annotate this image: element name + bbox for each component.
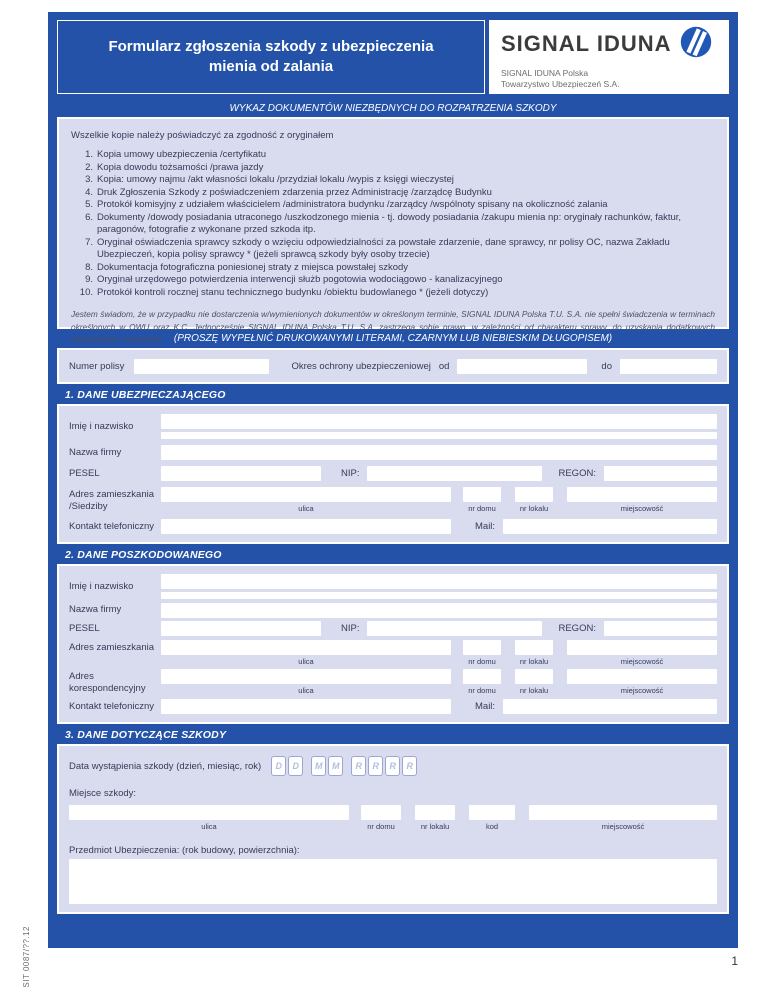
s1-name-field[interactable]	[161, 414, 717, 429]
form-title-line2: mienia od zalania	[208, 58, 334, 75]
s1-regon-field[interactable]	[604, 466, 717, 481]
s1-street-sublabel: ulica	[298, 504, 314, 513]
s1-phone-field[interactable]	[161, 519, 451, 534]
s1-street-field[interactable]	[161, 487, 451, 502]
s2-name-field-line2[interactable]	[161, 592, 717, 599]
s2-residence-house-sublabel: nr domu	[468, 656, 496, 666]
s2-residence-street-sublabel: ulica	[298, 656, 314, 666]
document-item-6: Dokumenty /dowody posiadania utraconego /uszkodzonego mienia - tj. dowody posiadania /zakupu mienia np: oryginały rachunków, faktur, paragonów, fotografie z wykonane przed szkoda itp.	[97, 211, 682, 236]
s3-street-sublabel: ulica	[201, 822, 217, 831]
header	[57, 20, 729, 94]
s3-date-year3[interactable]: R	[385, 756, 400, 776]
section1-body	[57, 404, 729, 544]
section3-title: 3. DANE DOTYCZĄCE SZKODY	[65, 729, 227, 741]
s3-city-sublabel: miejscowość	[601, 822, 645, 831]
s1-city-field[interactable]	[567, 487, 717, 502]
s1-nip-label: NIP:	[341, 468, 360, 479]
s3-postal-sublabel: kod	[485, 822, 499, 831]
s3-subject-label: Przedmiot Ubezpieczenia: (rok budowy, powierzchnia):	[69, 845, 300, 856]
s2-name-label: Imię i nazwisko	[69, 580, 134, 592]
s2-mail-field[interactable]	[503, 699, 717, 714]
s3-postal-field[interactable]	[469, 805, 515, 820]
s2-residence-house-field[interactable]	[463, 640, 501, 655]
s3-city-field[interactable]	[529, 805, 717, 820]
form-title-line1: Formularz zgłoszenia szkody z ubezpieczenia	[108, 37, 434, 55]
s1-unit-field[interactable]	[515, 487, 553, 502]
document-item-3: Kopia: umowy najmu /akt własności lokalu /przydział lokalu /wypis z księgi wieczystej	[97, 174, 454, 186]
s3-place-label: Miejsce szkody:	[69, 788, 137, 799]
s2-pesel-field[interactable]	[161, 621, 321, 636]
s1-company-label: Nazwa firmy	[69, 446, 122, 458]
s2-corr-street-sublabel: ulica	[298, 686, 314, 696]
s2-pesel-label: PESEL	[69, 622, 100, 634]
s1-company-field[interactable]	[161, 445, 717, 460]
s2-correspondence-label: Adres korespondencyjny	[69, 671, 146, 695]
form-code: SIT 0087/??.12	[22, 926, 31, 988]
document-item-8: Dokumentacja fotograficzna poniesionej straty z miejsca powstałej szkody	[97, 261, 409, 273]
s1-mail-label: Mail:	[475, 521, 496, 532]
s3-date-day2[interactable]: D	[288, 756, 303, 776]
documents-list	[71, 149, 715, 299]
s2-nip-label: NIP:	[341, 623, 360, 635]
s3-unit-field[interactable]	[415, 805, 455, 820]
s1-pesel-field[interactable]	[161, 466, 321, 481]
section2-title: 2. DANE POSZKODOWANEGO	[65, 549, 222, 561]
s2-corr-unit-sublabel: nr lokalu	[519, 686, 549, 696]
s3-date-month1[interactable]: M	[311, 756, 326, 776]
s2-corr-street-field[interactable]	[161, 669, 451, 684]
brand-box	[489, 20, 729, 94]
document-item-10: Protokół kontroli rocznej stanu technicznego budynku /obiektu budowlanego * (jeżeli dotyczy)	[97, 286, 489, 298]
s1-city-sublabel: miejscowość	[620, 504, 664, 513]
documents-disclaimer: Jestem świadom, że w przypadku nie dostarczenia w/wymienionych dokumentów w określonym terminie, SIGNAL IDUNA Polska T.U. S.A. nie spełni świadczenia w terminach określonych w OWU oraz K.C. Jednocześnie SIGNAL IDUNA Polska T.U. S.A. zastrzega sobie prawo, w zależności od charakteru sprawy, do uzyskania dodatkowych dokumentów i wyjaśnień.	[71, 309, 715, 345]
s2-corr-house-field[interactable]	[463, 669, 501, 684]
period-to-label: do	[601, 360, 612, 372]
policy-strip	[57, 348, 729, 384]
s3-house-sublabel: nr domu	[367, 822, 395, 831]
brand-subtitle-1: SIGNAL IDUNA Polska	[501, 67, 589, 78]
s2-residence-label: Adres zamieszkania	[69, 641, 155, 653]
s3-date-month2[interactable]: M	[328, 756, 343, 776]
section2-body	[57, 564, 729, 724]
s1-house-sublabel: nr domu	[468, 504, 496, 513]
s2-residence-street-field[interactable]	[161, 640, 451, 655]
s3-street-field[interactable]	[69, 805, 349, 820]
s2-residence-unit-field[interactable]	[515, 640, 553, 655]
s2-mail-label: Mail:	[475, 700, 496, 712]
documents-intro: Wszelkie kopie należy poświadczyć za zgodność z oryginałem	[71, 130, 334, 141]
fill-instruction-bar: (PROSZĘ WYPEŁNIĆ DRUKOWANYMI LITERAMI, CZARNYM LUB NIEBIESKIM DŁUGOPISEM)	[173, 332, 613, 344]
signal-iduna-logo-icon	[680, 26, 712, 63]
s2-residence-city-field[interactable]	[567, 640, 717, 655]
document-item-5: Protokół komisyjny z udziałem właścicielem /administratora budynku /zarządcy /wspólnoty spisany na okoliczność zalania	[97, 199, 608, 211]
page-number: 1	[731, 954, 738, 968]
section1-title: 1. DANE UBEZPIECZAJĄCEGO	[65, 389, 226, 401]
s2-regon-label: REGON:	[558, 623, 596, 635]
s2-phone-label: Kontakt telefoniczny	[69, 700, 155, 712]
s3-date-year4[interactable]: R	[402, 756, 417, 776]
s2-name-field[interactable]	[161, 574, 717, 589]
section3-body	[57, 744, 729, 914]
s3-date-year2[interactable]: R	[368, 756, 383, 776]
s2-phone-field[interactable]	[161, 699, 451, 714]
s1-unit-sublabel: nr lokalu	[519, 504, 549, 513]
s3-date-day1[interactable]: D	[271, 756, 286, 776]
s2-nip-field[interactable]	[367, 621, 542, 636]
period-from-label: od	[438, 360, 450, 372]
s3-date-boxes	[271, 756, 419, 776]
s3-date-year1[interactable]: R	[351, 756, 366, 776]
s3-house-field[interactable]	[361, 805, 401, 820]
document-item-7: Oryginał oświadczenia sprawcy szkody o wzięciu odpowiedzialności za powstałe zdarzenie, dane sprawcy, nr polisy OC, nazwa Zakładu Ubezpieczeń, kopia polisy sprawcy * (jeżeli sprawcą szkody były osoby trzecie)	[97, 236, 670, 261]
s1-name-field-line2[interactable]	[161, 432, 717, 439]
documents-bar-title: WYKAZ DOKUMENTÓW NIEZBĘDNYCH DO ROZPATRZENIA SZKODY	[229, 102, 557, 114]
s2-regon-field[interactable]	[604, 621, 717, 636]
document-item-1: Kopia umowy ubezpieczenia /certyfikatu	[97, 149, 266, 160]
s2-corr-city-sublabel: miejscowość	[620, 686, 664, 696]
form-frame	[48, 12, 738, 948]
period-to-field[interactable]	[620, 359, 717, 374]
s1-pesel-label: PESEL	[69, 467, 100, 479]
s2-corr-city-field[interactable]	[567, 669, 717, 684]
s1-regon-label: REGON:	[558, 468, 596, 479]
s3-subject-textarea[interactable]	[69, 859, 717, 904]
s2-residence-unit-sublabel: nr lokalu	[519, 656, 549, 666]
brand-subtitle-2: Towarzystwo Ubezpieczeń S.A.	[501, 79, 620, 89]
s1-house-field[interactable]	[463, 487, 501, 502]
s1-phone-label: Kontakt telefoniczny	[69, 520, 155, 532]
s1-name-label: Imię i nazwisko	[69, 420, 134, 432]
form-title	[57, 20, 485, 94]
policy-number-field[interactable]	[134, 359, 269, 374]
document-item-4: Druk Zgłoszenia Szkody z poświadczeniem zdarzenia przez Administrację /zarządcę Budynku	[97, 186, 492, 198]
s1-address-label: Adres zamieszkania /Siedziby	[69, 489, 155, 512]
s3-date-label: Data wystąpienia szkody (dzień, miesiąc, rok)	[69, 760, 262, 772]
s2-corr-house-sublabel: nr domu	[468, 686, 496, 696]
s2-corr-unit-field[interactable]	[515, 669, 553, 684]
policy-number-label: Numer polisy	[69, 360, 125, 372]
s1-mail-field[interactable]	[503, 519, 717, 534]
s2-company-label: Nazwa firmy	[69, 604, 122, 616]
s2-company-field[interactable]	[161, 603, 717, 618]
brand-name: SIGNAL IDUNA	[501, 31, 672, 57]
s3-unit-sublabel: nr lokalu	[420, 822, 450, 831]
coverage-period-label: Okres ochrony ubezpieczeniowej	[291, 360, 431, 372]
period-from-field[interactable]	[457, 359, 587, 374]
document-item-2: Kopia dowodu tożsamości /prawa jazdy	[97, 161, 264, 173]
s1-nip-field[interactable]	[367, 466, 542, 481]
s2-residence-city-sublabel: miejscowość	[620, 656, 664, 666]
document-item-9: Oryginał urzędowego potwierdzenia interwencji służb pogotowia wodociągowo - kanalizacyjnego	[97, 274, 503, 286]
